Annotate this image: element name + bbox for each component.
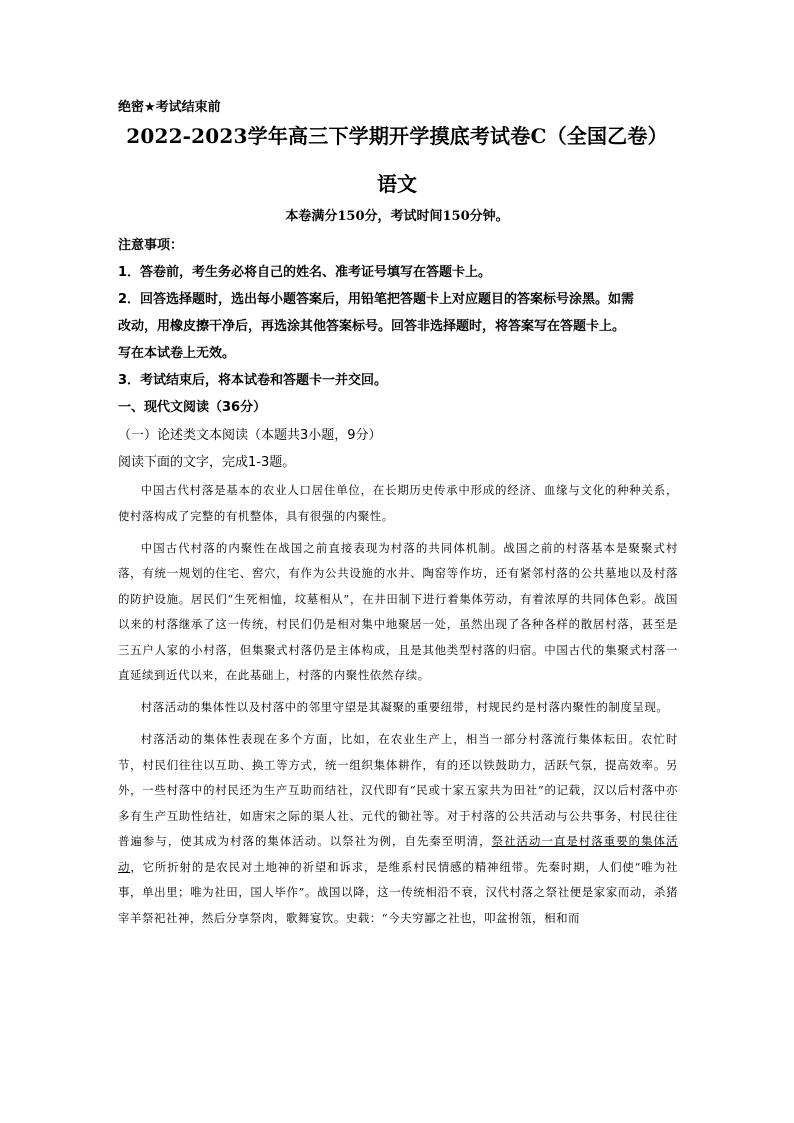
secret-label: 绝密★考试结束前 <box>118 100 221 115</box>
reading-passage <box>118 478 678 938</box>
passage-paragraph: 村落活动的集体性以及村落中的邻里守望是其凝聚的重要纽带，村规民约是村落内聚性的制度呈现。 <box>140 700 669 714</box>
subsection-heading: （一）论述类文本阅读（本题共3小题，9分） <box>118 428 382 443</box>
passage-text: 村落活动的集体性表现在多个方面，比如，在农业生产上，相当一部分村落流行集体耘田。农忙时节，村民们往往以互助、换工等方式，统一组织集体耕作，有的还以铁鼓助力，活跃气氛，提高效率。另外，一些村落中的村民还为生产互助而结社，汉代即有“民或十家五家共为田社”的记载，汉以后村落中亦多有生产互助性结社，如唐宋之际的渠人社、元代的锄社等。对于村落的公共活动与公共事务，村民往往普遍参与，使其成为村落的集体活动。以祭社为例，自先秦至明清， <box>118 732 678 848</box>
passage-paragraph: 中国古代村落是基本的农业人口居住单位，在长期历史传承中形成的经济、血缘与文化的种种关系，使村落构成了完整的有机整体，具有很强的内聚性。 <box>118 483 678 523</box>
passage-paragraph: 中国古代村落的内聚性在战国之前直接表现为村落的共同体机制。战国之前的村落基本是聚聚式村落，有统一规划的住宅、窖穴，有作为公共设施的水井、陶窑等作坊，还有紧邻村落的公共墓地以及村落的防护设施。居民们“生死相恤，坟墓相从”，在井田制下进行着集体劳动，有着浓厚的共同体色彩。战国以来的村落继承了这一传统，村民们仍是相对集中地聚居一处，虽然出现了各种各样的散居村落，甚至是三五户人家的小村落，但集聚式村落仍是主体构成，且是其他类型村落的归宿。中国古代的集聚式村落一直延续到近代以来，在此基础上，村落的内聚性依然存续。 <box>118 540 678 682</box>
notes-block <box>118 232 678 394</box>
score-line: 本卷满分150分，考试时间150分钟。 <box>285 209 509 224</box>
underlined-sentence: 祭社活动一直是村落重要的集体活动 <box>118 834 678 874</box>
passage-paragraph <box>118 727 678 931</box>
notes-item: 改动，用橡皮擦干净后，再选涂其他答案标号。回答非选择题时，将答案写在答题卡上。 <box>118 319 626 334</box>
reading-instruction: 阅读下面的文字，完成1-3题。 <box>118 455 296 470</box>
notes-item: 写在本试卷上无效。 <box>118 346 236 361</box>
notes-item: 2．回答选择题时，选出每小题答案后，用铅笔把答题卡上对应题目的答案标号涂黑。如需 <box>118 292 635 307</box>
page-title: 2022-2023学年高三下学期开学摸底考试卷C（全国乙卷） <box>126 124 668 148</box>
subject-title: 语文 <box>377 172 417 196</box>
notes-item: 1．答卷前，考生务必将自己的姓名、准考证号填写在答题卡上。 <box>118 265 492 280</box>
notes-item: 3．考试结束后，将本试卷和答题卡一并交回。 <box>118 373 388 388</box>
notes-heading: 注意事项： <box>118 238 184 253</box>
passage-text: ，它所折射的是农民对土地神的祈望和诉求，是维系村民情感的精神纽带。先秦时期，人们使“唯为社事，单出里；唯为社田，国人毕作”。战国以降，这一传统相沿不衰，汉代村落之祭社便是家家而动，杀猪宰羊祭祀社神，然后分享祭肉，歌舞宴饮。史载：“今夫穷鄙之社也，叩盆拊瓴，相和而 <box>118 859 678 925</box>
section-heading: 一、现代文阅读（36分） <box>118 400 267 415</box>
